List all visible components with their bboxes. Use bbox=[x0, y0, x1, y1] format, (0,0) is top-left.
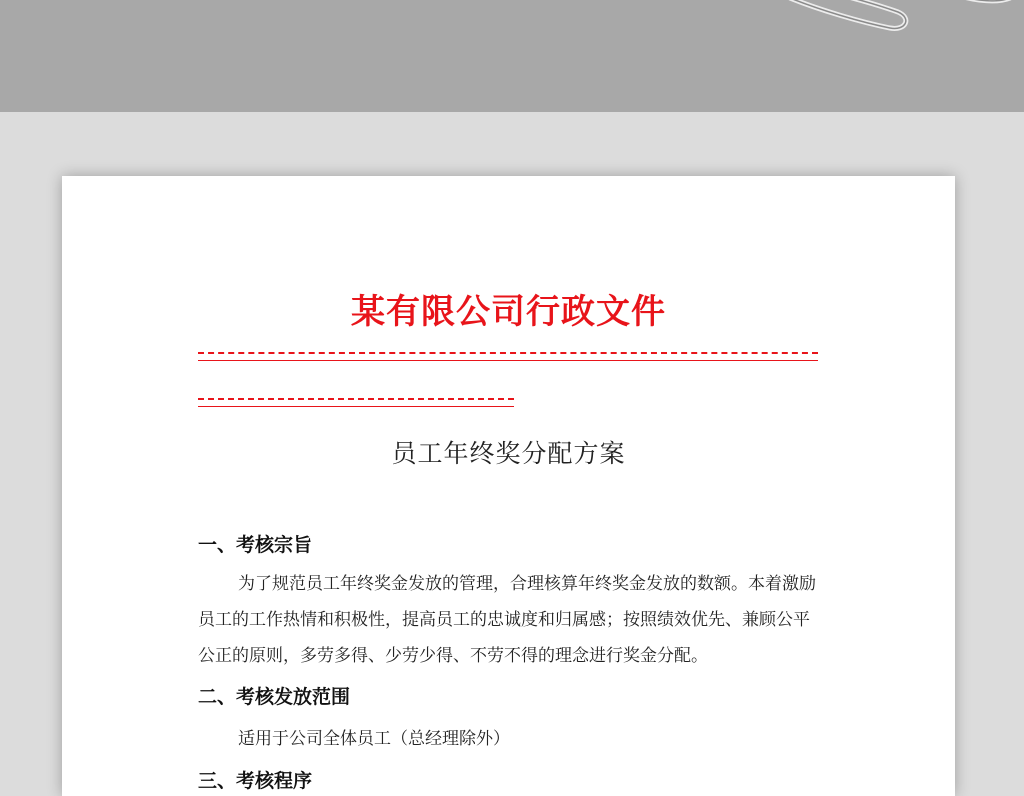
paperclip-icon bbox=[940, 0, 1024, 10]
section-paragraph: 为了规范员工年终奖金发放的管理，合理核算年终奖金发放的数额。本着激励员工的工作热情和积极性，提高员工的忠诚度和归属感；按照绩效优先、兼顾公平公正的原则，多劳多得、少劳少得、不劳不得的理念进行奖金分配。 bbox=[198, 574, 816, 666]
document-title: 员工年终奖分配方案 bbox=[391, 439, 626, 468]
document-header-title: 某有限公司行政文件 bbox=[351, 292, 666, 332]
section-heading: 一、考核宗旨 bbox=[198, 534, 313, 556]
section-heading: 二、考核发放范围 bbox=[198, 686, 351, 708]
document-page bbox=[62, 176, 955, 796]
section-heading: 三、考核程序 bbox=[198, 770, 313, 792]
paperclip-icon bbox=[780, 0, 920, 40]
section-paragraph: 适用于公司全体员工（总经理除外） bbox=[238, 729, 510, 749]
top-background-band bbox=[0, 0, 1024, 112]
